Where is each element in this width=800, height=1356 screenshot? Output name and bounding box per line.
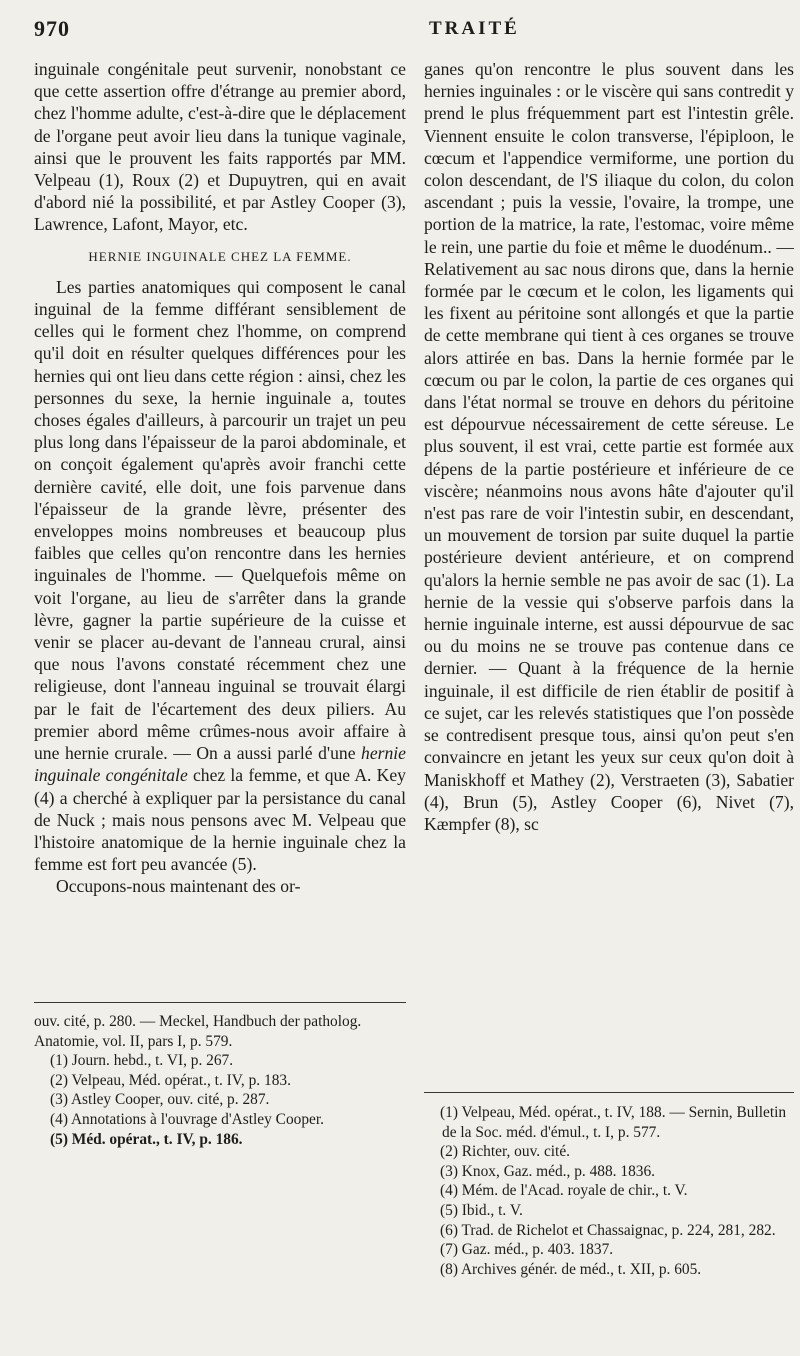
footnote: (1) Journ. hebd., t. VI, p. 267. bbox=[50, 1052, 234, 1070]
paragraph bbox=[34, 276, 406, 875]
paragraph: Occupons-nous maintenant des or- bbox=[56, 876, 301, 897]
footnote: (8) Archives génér. de méd., t. XII, p. 605. bbox=[440, 1260, 702, 1278]
footnote: (2) Velpeau, Méd. opérat., t. IV, p. 183. bbox=[50, 1071, 291, 1089]
footnote: (5) Méd. opérat., t. IV, p. 186. bbox=[50, 1130, 243, 1148]
footnote: (5) Ibid., t. V. bbox=[440, 1201, 523, 1219]
italic-term: hernie inguinale congénitale bbox=[34, 743, 406, 786]
paragraph: ganes qu'on rencontre le plus souvent dans les hernies inguinales : or le viscère qui sans contredit y prend le plus fréquemment part est l'intestin grêle. Viennent ensuite le colon transverse, l'épiploon, le cœcum et l'appendice vermiforme, une portion du colon descendant, de l'S iliaque du colon, du colon ascendant ; puis la vessie, l'ovaire, la trompe, une portion de la matrice, la rate, l'estomac, voire même le rein, une partie du foie et même le duodénum.. — Relativement au sac nous dirons que, dans la hernie formée par le cœcum et le colon, les ligaments qui les fixent au péritoine sont allongés et que la partie de cette membrane qui tient à ces organes se trouve alors attirée en bas. Dans la hernie formée par le cœcum ou par le colon, la partie de ces organes qui dans l'état normal se trouve en dehors du péritoine est dépourvue nécessairement de cette séreuse. Le plus souvent, il est vrai, cette partie est formée aux dépens de la partie postérieure et inférieure de ce viscère; néanmoins nous avons hâte d'ajouter qu'il n'est pas rare de voir l'intestin subir, en descendant, un mouvement de torsion par suite duquel la partie postérieure devient antérieure, et on comprend qu'alors la hernie semble ne pas avoir de sac (1). La hernie de la vessie qui s'observe parfois dans la hernie inguinale interne, est aussi dépourvue de sac ou du moins ne se trouve pas contenue dans ce dernier. — Quant à la fréquence de la hernie inguinale, il est difficile de rien établir de positif à ce sujet, car les relevés statistiques que l'on possède se contredisent presque tous, ainsi qu'on peut s'en convaincre en jetant les yeux sur ceux qu'on doit à Maniskhoff et Mathey (2), Verstraeten (3), Sabatier (4), Brun (5), Astley Cooper (6), Nivet (7), Kæmpfer (8), sc bbox=[424, 59, 794, 834]
footnote-rule bbox=[34, 1002, 406, 1003]
page-number: 970 bbox=[34, 16, 70, 41]
paragraph-text: chez la femme, et que A. Key (4) a cherché à expliquer par la persistance du canal de Nuck ; mais nous pensons avec M. Velpeau que l'histoire anatomique de la hernie inguinale chez la femme est fort peu avancée (5). bbox=[34, 765, 406, 875]
footnote: (3) Knox, Gaz. méd., p. 488. 1836. bbox=[440, 1162, 656, 1180]
left-footnotes bbox=[34, 1012, 404, 1149]
section-heading: HERNIE INGUINALE CHEZ LA FEMME. bbox=[88, 248, 352, 264]
footnote: (6) Trad. de Richelot et Chassaignac, p. 224, 281, 282. bbox=[440, 1221, 776, 1239]
paragraph-text: Les parties anatomiques qui composent le canal inguinal de la femme différant sensiblement de celles qui le forment chez l'homme, on comprend qu'il doit en résulter quelques différences pour les hernies qui ont lieu dans cette région : ainsi, chez les personnes du sexe, la hernie inguinale a, toutes choses égales d'ailleurs, à parcourir un trajet un peu plus long dans l'épaisseur de la paroi abdominale, et on conçoit également qu'après avoir franchi cette dernière cavité, elle doit, une fois parvenue dans l'épaisseur de la grande lèvre, présenter des enveloppes moins nombreuses et beaucoup plus faibles que celles qu'on rencontre dans les hernies inguinales de l'homme. — Quelquefois même on voit l'organe, au lieu de s'arrêter dans la grande lèvre, gagner la partie supérieure de la cuisse et venir se placer au-devant de l'anneau crural, ainsi que nous l'avons constaté récemment chez une religieuse, dont l'anneau inguinal se trouvait élargi par le fait de l'écartement des deux piliers. Au premier abord même crûmes-nous avoir affaire à une hernie crurale. — On a aussi parlé d'une bbox=[34, 276, 406, 764]
footnote: (4) Mém. de l'Acad. royale de chir., t. V. bbox=[440, 1182, 688, 1200]
paragraph: inguinale congénitale peut survenir, nonobstant ce que cette assertion offre d'étrange au premier abord, chez l'homme adulte, c'est-à-dire que le déplacement de l'organe peut avoir lieu dans la tunique vaginale, ainsi que le prouvent les faits rapportés par MM. Velpeau (1), Roux (2) et Dupuytren, qui en avait d'abord nié la possibilité, et par Astley Cooper (3), Lawrence, Lafont, Mayor, etc. bbox=[34, 59, 406, 235]
footnote: (2) Richter, ouv. cité. bbox=[440, 1143, 571, 1161]
footnote: ouv. cité, p. 280. — Meckel, Handbuch der patholog. Anatomie, vol. II, pars I, p. 579. bbox=[34, 1013, 362, 1050]
footnote-rule bbox=[424, 1092, 794, 1093]
footnote: (4) Annotations à l'ouvrage d'Astley Cooper. bbox=[50, 1110, 324, 1128]
right-footnotes bbox=[424, 1103, 794, 1279]
running-head: TRAITÉ bbox=[429, 18, 520, 39]
page-header bbox=[34, 16, 790, 46]
right-column bbox=[424, 58, 794, 835]
left-column bbox=[34, 58, 406, 898]
footnote: (3) Astley Cooper, ouv. cité, p. 287. bbox=[50, 1091, 270, 1109]
footnote: (1) Velpeau, Méd. opérat., t. IV, 188. — Sernin, Bulletin de la Soc. méd. d'émul., t. I, p. 577. bbox=[440, 1104, 787, 1141]
footnote: (7) Gaz. méd., p. 403. 1837. bbox=[440, 1241, 614, 1259]
